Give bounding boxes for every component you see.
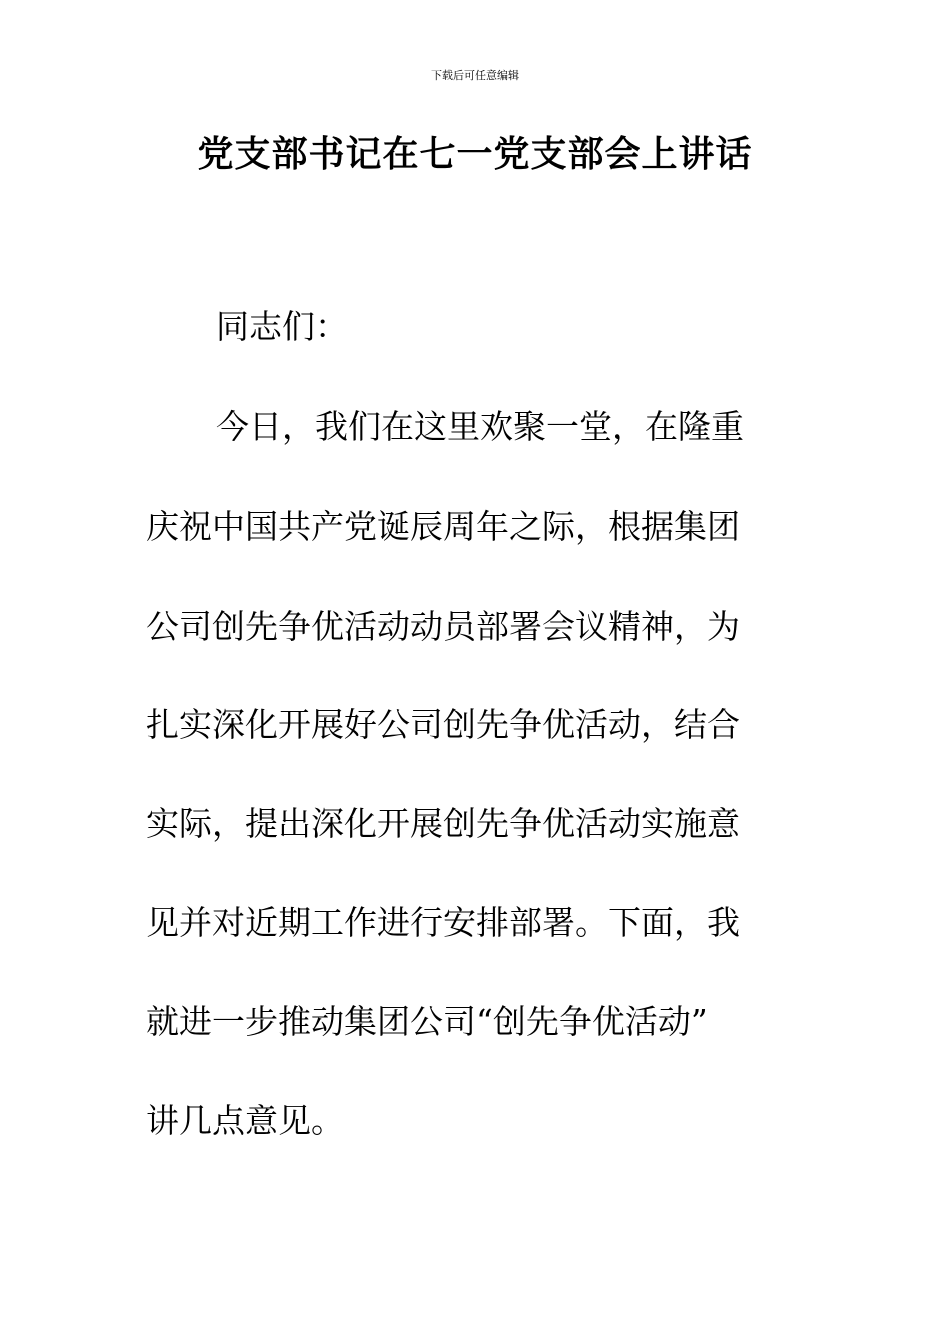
document-title: 党支部书记在七一党支部会上讲话 — [197, 133, 753, 175]
paragraph-line-5: 实际，提出深化开展创先争优活动实施意 — [146, 804, 740, 843]
header-note: 下载后可任意编辑 — [431, 69, 519, 82]
paragraph-line-8: 讲几点意见。 — [146, 1101, 344, 1140]
salutation: 同志们： — [216, 307, 348, 346]
paragraph-line-1: 今日，我们在这里欢聚一堂，在隆重 — [216, 407, 744, 446]
paragraph-line-2: 庆祝中国共产党诞辰周年之际，根据集团 — [146, 507, 740, 546]
paragraph-line-3: 公司创先争优活动动员部署会议精神，为 — [146, 607, 740, 646]
paragraph-line-7: 就进一步推动集团公司“创先争优活动” — [146, 1002, 708, 1041]
paragraph-line-6: 见并对近期工作进行安排部署。下面，我 — [146, 903, 740, 942]
paragraph-line-4: 扎实深化开展好公司创先争优活动，结合 — [146, 705, 740, 744]
